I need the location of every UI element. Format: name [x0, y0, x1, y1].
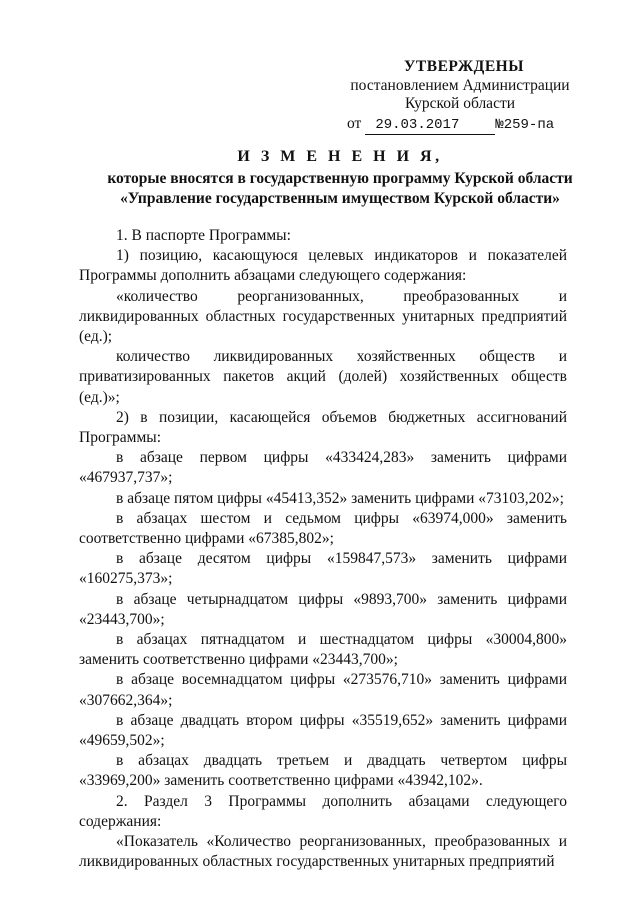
approval-date-line — [347, 115, 587, 135]
document-subtitle-1: которые вносятся в государственную программу Курской области — [107, 170, 573, 187]
paragraph: в абзаце двадцать втором цифры «35519,652» заменить цифрами «49659,502»; — [79, 711, 567, 750]
approval-date: 29.03.2017 — [365, 116, 495, 135]
paragraph: в абзаце пятом цифры «45413,352» заменить цифрами «73103,202»; — [116, 489, 564, 507]
paragraph: 2) в позиции, касающейся объемов бюджетных ассигнований Программы: — [79, 408, 567, 447]
approval-heading: УТВЕРЖДЕНЫ — [404, 58, 524, 75]
date-prefix: от — [347, 115, 362, 132]
paragraph: «количество реорганизованных, преобразованных и ликвидированных областных государственных унитарных предприятий (ед.); — [79, 287, 567, 346]
approval-line-2: Курской области — [404, 95, 516, 112]
paragraph: количество ликвидированных хозяйственных обществ и приватизированных пакетов акций (долей) хозяйственных обществ (ед.)»; — [79, 348, 567, 406]
approval-block — [340, 58, 580, 113]
paragraph: в абзаце четырнадцатом цифры «9893,700» заменить цифрами «23443,700»; — [79, 590, 567, 628]
paragraph: 2. Раздел 3 Программы дополнить абзацами следующего содержания: — [79, 792, 567, 830]
approval-number: №259-па — [495, 117, 555, 133]
paragraph: в абзацах пятнадцатом и шестнадцатом цифры «30004,800» заменить соответственно цифрами «23443,700»; — [79, 631, 567, 669]
paragraph: 1. В паспорте Программы: — [116, 227, 291, 244]
paragraph: в абзаце первом цифры «433424,283» заменить цифрами «467937,737»; — [79, 449, 567, 487]
approval-line-1: постановлением Администрации — [350, 77, 570, 94]
document-title: И З М Е Н Е Н И Я, — [237, 148, 443, 165]
paragraph: в абзаце восемнадцатом цифры «273576,710» заменить цифрами «307662,364»; — [79, 671, 567, 709]
paragraph: «Показатель «Количество реорганизованных, преобразованных и ликвидированных областных государственных унитарных предприятий — [79, 833, 567, 871]
paragraph: в абзацах двадцать третьем и двадцать четвертом цифры «33969,200» заменить соответственно цифрами «43942,102». — [79, 752, 567, 790]
document-subtitle-2: «Управление государственным имуществом Курской области» — [120, 190, 560, 207]
paragraph: в абзаце десятом цифры «159847,573» заменить цифрами «160275,373»; — [79, 550, 567, 588]
paragraph: в абзацах шестом и седьмом цифры «63974,000» заменить соответственно цифрами «67385,802»; — [79, 509, 567, 548]
paragraph: 1) позицию, касающуюся целевых индикаторов и показателей Программы дополнить абзацами следующего содержания: — [79, 247, 567, 285]
document-body — [79, 226, 567, 873]
